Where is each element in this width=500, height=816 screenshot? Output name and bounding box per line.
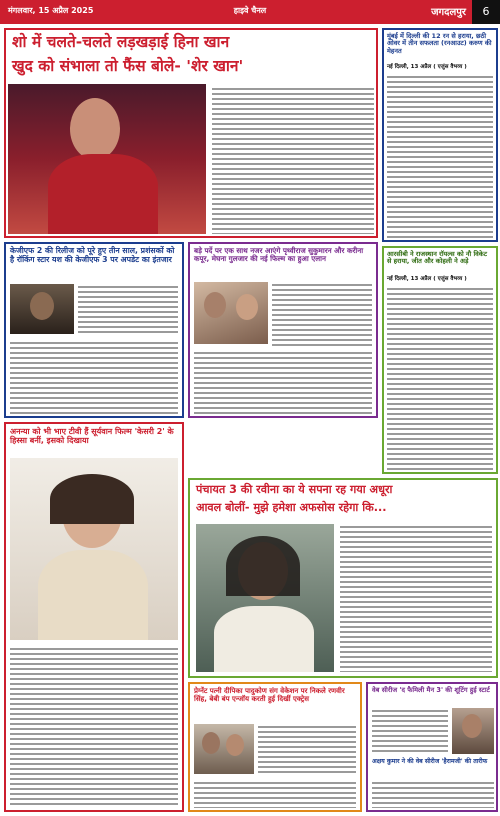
sukumar-headline: बड़े पर्दे पर एक साथ नजर आएंगे पृथ्वीराज सुकुमारन और करीना कपूर, मेघना गुलजार की नई फिल्म का हुआ एलान bbox=[194, 246, 364, 264]
page-number: 6 bbox=[472, 0, 500, 24]
lead-headline-2: खुद को संभाला तो फैंस बोले- 'शेर खान' bbox=[12, 57, 244, 75]
brand-name: हाइवे चैनल bbox=[233, 6, 267, 15]
panchayat-body bbox=[340, 524, 492, 672]
right-top-headline: मुंबई में दिल्ली की 12 रन से हराया, छठी ओवर में तीन सफलता (रनआउट) करुण की मेहनत bbox=[387, 32, 492, 55]
sukumar-photo bbox=[194, 282, 268, 344]
right-mid-headline: आरसीबी ने राजस्थान रॉयल्स को नौ विकेट से हराया, जीत और कोहली ने अड़े bbox=[387, 250, 488, 266]
kgf-body-side bbox=[78, 284, 178, 336]
family-man-photo bbox=[452, 708, 494, 754]
lead-body-text bbox=[212, 86, 374, 234]
kgf-body bbox=[10, 340, 178, 414]
kgf-photo bbox=[10, 284, 74, 334]
right-mid-dateline: नई दिल्ली, 13 अप्रैल ( एजुंस वैभव्य ) bbox=[387, 276, 467, 282]
right-top-story bbox=[382, 28, 498, 242]
ranveer-body bbox=[194, 780, 356, 808]
city-name: जगदलपुर bbox=[431, 7, 466, 18]
panchayat-headline-1: पंचायत 3 की रवीना का ये सपना रह गया अधूरा bbox=[196, 483, 393, 496]
family-man-headline: वेब सीरीज 'द फैमिली मैन 3' की शूटिंग हुई स्टार्ट bbox=[372, 686, 490, 694]
kgf-story bbox=[4, 242, 184, 418]
panchayat-headline-2: आवल बोलीं- मुझे हमेशा अफसोस रहेगा कि... bbox=[196, 501, 387, 514]
ananya-headline: अनन्या को भी भाए टीवी हैं सूर्यवान फिल्म 'केसरी 2' के हिस्सा बनीं, इसको दिखाया bbox=[10, 427, 174, 446]
lead-story bbox=[4, 28, 378, 238]
ananya-photo bbox=[10, 458, 178, 640]
family-man-story bbox=[366, 682, 498, 812]
ranveer-headline: प्रेग्नेंट पत्नी दीपिका पादुकोण संग वेकेशन पर निकले रणवीर सिंह, बेबी बंप एन्जॉय करती हुई दिखीं एक्ट्रेस bbox=[194, 687, 345, 704]
sukumar-story bbox=[188, 242, 378, 418]
issue-date: मंगलवार, 15 अप्रैल 2025 bbox=[8, 6, 94, 15]
page-header bbox=[0, 0, 500, 24]
right-top-body bbox=[387, 74, 493, 238]
kgf-headline: केजीएफ 2 की रिलीज को पूरे हुए तीन साल, प्रशंसकों को है रॉकिंग स्टार यश की केजीएफ 3 पर अपडेट का इंतजार bbox=[10, 246, 175, 264]
akshay-body bbox=[372, 780, 494, 808]
sukumar-body bbox=[194, 350, 372, 414]
lead-headline-1: शो में चलते-चलते लड़खड़ाई हिना खान bbox=[12, 33, 230, 51]
sukumar-body-side bbox=[272, 282, 372, 346]
ranveer-story bbox=[188, 682, 362, 812]
ranveer-photo bbox=[194, 724, 254, 774]
lead-photo bbox=[8, 84, 206, 234]
ananya-story bbox=[4, 422, 184, 812]
ranveer-body-side bbox=[258, 724, 356, 776]
akshay-subheadline: अक्षय कुमार ने की वेब सीरीज 'हैरामजी' की तारीफ bbox=[372, 758, 488, 765]
ananya-body bbox=[10, 646, 178, 806]
panchayat-photo bbox=[196, 524, 334, 672]
panchayat-story bbox=[188, 478, 498, 678]
right-mid-body bbox=[387, 286, 493, 470]
right-top-dateline: नई दिल्ली, 13 अप्रैल ( एजुंस वैभव्य ) bbox=[387, 64, 467, 70]
family-man-body bbox=[372, 708, 448, 754]
right-mid-story bbox=[382, 246, 498, 474]
